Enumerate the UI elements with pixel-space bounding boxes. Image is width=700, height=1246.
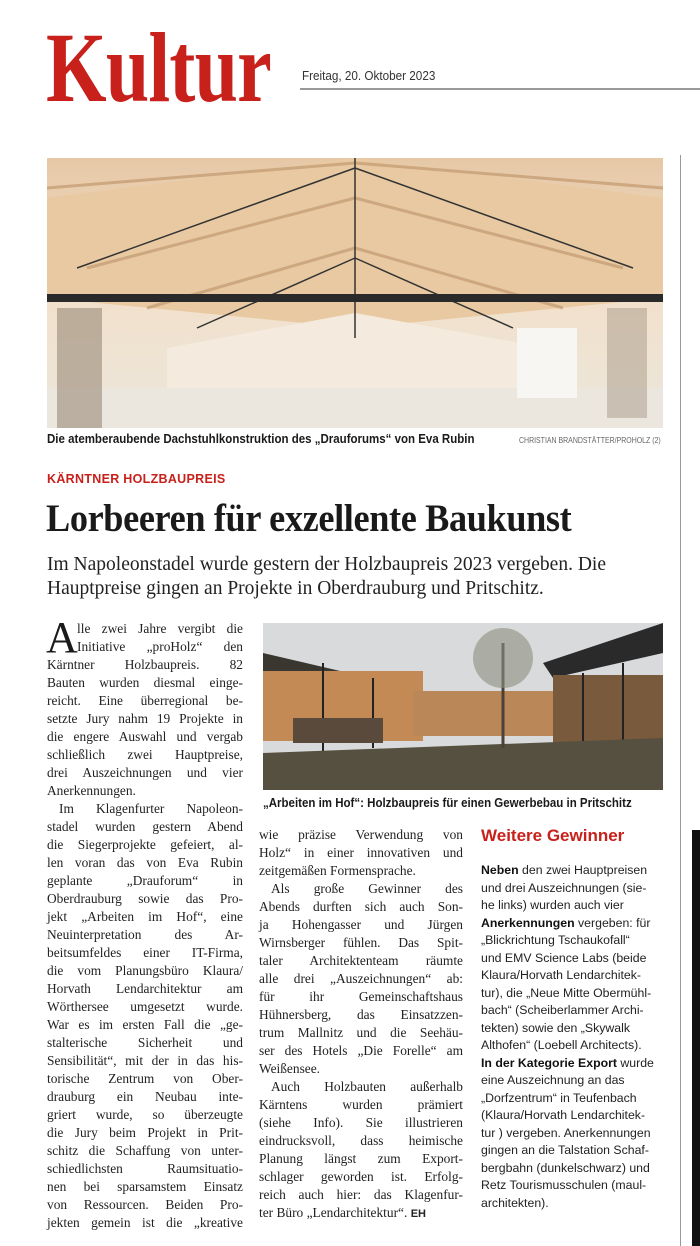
- line-text: vergeben: für: [574, 915, 651, 930]
- sidebox-line: [481, 1055, 671, 1073]
- text-line: zeitgemäßen Formensprache.: [259, 863, 416, 878]
- bold-lead: Anerkennungen: [481, 915, 575, 930]
- text-line: trum Mallnitz und die Seehäu-: [259, 1025, 463, 1040]
- text-line: wie präzise Verwendung von: [259, 827, 463, 842]
- text-line: geplante „Drauforum“ in: [47, 873, 243, 888]
- header-divider: [300, 88, 700, 90]
- sidebox-line: [481, 915, 671, 933]
- article-headline: Lorbeeren für exzellente Baukunst: [46, 497, 572, 540]
- text-line: die Jury beim Projekt in Prit-: [47, 1125, 243, 1140]
- drop-cap: A: [46, 613, 78, 662]
- text-line: Kärntens wurden prämiert: [259, 1097, 463, 1112]
- line-text: architekten).: [481, 1195, 549, 1210]
- text-line: Bauten wurden diesmal einge-: [47, 675, 243, 690]
- line-text: bach“ (Scheiberlammer Archi-: [481, 1003, 644, 1017]
- text-line: lle zwei Jahre vergibt die: [77, 621, 243, 636]
- line-text: eine Auszeichnung an das: [481, 1073, 625, 1087]
- text-line: ja Hohengasser und Jürgen: [259, 917, 463, 932]
- line-text: „Dorfzentrum“ in Teufenbach: [481, 1090, 637, 1105]
- text-line: die vom Planungsbüro Klaura/: [47, 963, 243, 978]
- sidebox-line: [481, 950, 671, 968]
- text-line: von Ressourcen. Beiden Pro-: [47, 1197, 243, 1212]
- text-line: alle drei „Auszeichnungen“ ab:: [259, 971, 463, 986]
- sidebox-line: [481, 862, 671, 880]
- text-line: drei Auszeichnungen und vier: [47, 765, 243, 780]
- line-text: Althofen“ (Loebell Architects).: [481, 1038, 642, 1052]
- line-text: und EMV Science Labs (beide: [481, 950, 647, 965]
- line-text: tekten) sowie den „Skywalk: [481, 1020, 630, 1035]
- issue-date: Freitag, 20. Oktober 2023: [302, 68, 436, 83]
- sidebox-line: [481, 1020, 671, 1038]
- text-line: Sensibilität“, mit der in das his-: [47, 1053, 243, 1068]
- text-line: Horvath Lendarchitektur am: [47, 981, 243, 996]
- text-line: stalterische Sicherheit und: [47, 1035, 243, 1050]
- article-column-left: [46, 613, 243, 1232]
- bold-lead: In der Kategorie Export: [481, 1055, 617, 1070]
- line-text: tur ) vergeben. Anerkennungen: [481, 1125, 651, 1140]
- text-line: schlager geworden ist. Erfolg-: [259, 1169, 463, 1184]
- sidebox-line: [481, 1037, 671, 1055]
- text-line: Auch Holzbauten außerhalb: [271, 1079, 463, 1094]
- text-line: Anerkennungen.: [47, 783, 136, 798]
- text-line: Hühnersberg, das Einsatzzen-: [259, 1007, 463, 1022]
- sidebox-line: [481, 1195, 671, 1213]
- text-line: Oberdrauburg sowie das Pro-: [47, 891, 243, 906]
- sidebox-line: [481, 1177, 671, 1195]
- line-text: und drei Auszeichnungen (sie-: [481, 880, 647, 895]
- text-line: reicht. Eine überregional be-: [47, 693, 243, 708]
- text-line: Wörthersee umgesetzt wurde.: [47, 999, 243, 1014]
- sidebox-line: [481, 1160, 671, 1178]
- text-line: Holz“ in einer innovativen und: [259, 845, 463, 860]
- text-line: drauburg ein Neubau inte-: [47, 1089, 243, 1104]
- text-line: reich auch hier: das Klagenfur-: [259, 1187, 463, 1202]
- text-line: griert wurde, so überzeugte: [47, 1107, 243, 1122]
- text-line: stadel wurden gestern Abend: [47, 819, 243, 834]
- text-line: ser des Hotels „Die Forelle“ am: [259, 1043, 463, 1058]
- sidebox-line: [481, 932, 671, 950]
- text-line: die Siegerprojekte gefeiert, al-: [47, 837, 243, 852]
- text-line: Als große Gewinner des: [271, 881, 463, 896]
- author-signature: EH: [410, 1208, 426, 1220]
- sidebox-line: [481, 1002, 671, 1020]
- photo-credit: CHRISTIAN BRANDSTÄTTER/PROHOLZ (2): [519, 435, 661, 445]
- line-text: he links) wurden auch vier: [481, 898, 624, 912]
- sidebox-line: [481, 985, 671, 1003]
- section-logo: Kultur: [46, 12, 272, 123]
- line-text: bergbahn (dunkelschwarz) und: [481, 1160, 650, 1175]
- sidebox-line: [481, 967, 671, 985]
- sidebox-line: [481, 897, 671, 915]
- text-line: len voran das von Eva Rubin: [47, 855, 243, 870]
- photo-caption: Die atemberaubende Dachstuhlkonstruktion des „Drauforums“ von Eva Rubin: [47, 432, 475, 446]
- text-line: ter Büro „Lendarchitektur“. EH: [259, 1205, 426, 1220]
- line-text: tur), die „Neue Mitte Obermühl-: [481, 985, 652, 1000]
- sidebox-line: [481, 1072, 671, 1090]
- sidebox-line: [481, 1107, 671, 1125]
- line-text: (Klaura/Horvath Lendarchitek-: [481, 1108, 646, 1122]
- text-line: nen bei sparsamstem Einsatz: [47, 1179, 243, 1194]
- text-line: schließlich zwei Hauptpreise,: [47, 747, 243, 762]
- text-line: Abends durften sich auch Son-: [259, 899, 463, 914]
- sidebox-line: [481, 880, 671, 898]
- article-column-middle: [259, 826, 463, 1222]
- line-text: den zwei Hauptpreisen: [518, 863, 648, 877]
- bold-lead: Neben: [481, 863, 519, 877]
- text-line: beitsumfeldes einer IT-Firma,: [47, 945, 243, 960]
- text-line: Im Klagenfurter Napoleon-: [59, 801, 243, 816]
- text-line: setzte Jury nahm 19 Projekte in: [47, 711, 243, 726]
- text-line: Initiative „proHolz“ den: [77, 639, 243, 654]
- adjacent-page-edge: [692, 830, 700, 1246]
- text-line: schiedlichsten Raumsituatio-: [47, 1161, 243, 1176]
- text-line: jekt „Arbeiten im Hof“, eine: [47, 909, 243, 924]
- sidebox-line: [481, 1125, 671, 1143]
- article-deck: Im Napoleonstadel wurde gestern der Holzbaupreis 2023 vergeben. Die Hauptpreise gingen an Projekte in Oberdrauburg und Pritschitz.: [47, 554, 606, 599]
- text-line: torische Zentrum von Ober-: [47, 1071, 243, 1086]
- text-line: Kärntner Holzbaupreis. 82: [47, 657, 243, 672]
- sidebox-line: [481, 1090, 671, 1108]
- text-line: jekten gemein ist die „kreative: [47, 1215, 243, 1230]
- line-text: Retz Tourismusschulen (maul-: [481, 1178, 647, 1192]
- text-line: taler Architektenteam räumte: [259, 953, 463, 968]
- text-line: Wirnsberger fühlen. Das Spit-: [259, 935, 463, 950]
- text-line: Neuinterpretation des Ar-: [47, 927, 243, 942]
- text-line: für ihr Gemeinschaftshaus: [259, 989, 463, 1004]
- sidebox-line: [481, 1142, 671, 1160]
- sidebox-text: [481, 862, 671, 1212]
- photo-drauforum-interior: [47, 158, 663, 428]
- photo-caption: „Arbeiten im Hof“: Holzbaupreis für einen Gewerbebau in Pritschitz: [263, 796, 632, 810]
- text-line: die engere Auswahl und vergab: [47, 729, 243, 744]
- sidebox-title: Weitere Gewinner: [481, 826, 625, 845]
- photo-arbeiten-im-hof: [263, 623, 663, 790]
- text-line: War es im ersten Fall die „ge-: [47, 1017, 243, 1032]
- article-kicker: KÄRNTNER HOLZBAUPREIS: [47, 472, 226, 486]
- text-line: Weißensee.: [259, 1061, 321, 1076]
- line-text: wurde: [616, 1055, 654, 1070]
- line-text: Klaura/Horvath Lendarchitek-: [481, 968, 641, 982]
- text-line: (siehe Info). Sie illustrieren: [259, 1115, 463, 1130]
- text-line: eindrucksvoll, dass heimische: [259, 1133, 463, 1148]
- text-line: Planung längst zum Export-: [259, 1151, 463, 1166]
- column-divider: [680, 155, 681, 1246]
- line-text: gingen an die Talstation Schaf-: [481, 1143, 649, 1157]
- line-text: „Blickrichtung Tschaukofall“: [481, 933, 630, 947]
- text-line: schitz die Schaffung von unter-: [47, 1143, 243, 1158]
